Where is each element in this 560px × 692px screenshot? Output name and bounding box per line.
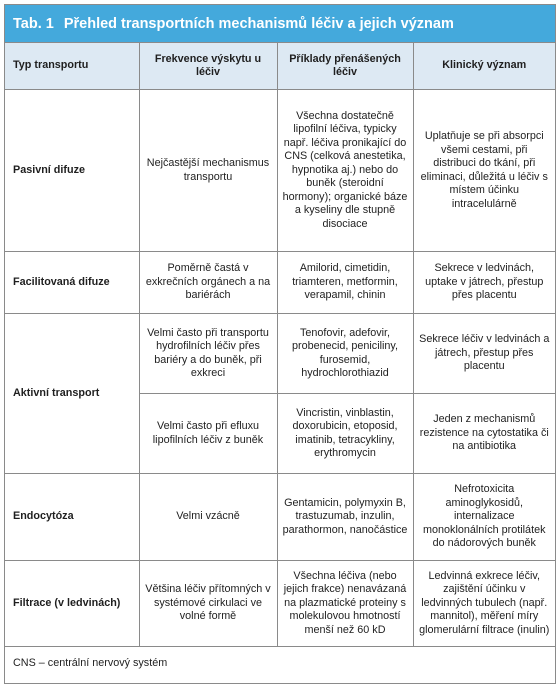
row-frequency: Velmi vzácně (139, 474, 277, 561)
row-significance: Ledvinná exkrece léčiv, zajištění účinku v ledvinných tubulech (např. mannitol), měření míry glomerulární filtrace (inulin) (413, 561, 555, 647)
table-caption (5, 5, 555, 43)
row-frequency: Nejčastější mechanismus transportu (139, 90, 277, 252)
table-row (5, 561, 555, 647)
row-examples: Všechna léčiva (nebo jejich frakce) nenavázaná na plazmatické proteiny s molekulovou hmotností menší než 60 kD (277, 561, 413, 647)
table-row (5, 474, 555, 561)
table-title: Přehled transportních mechanismů léčiv a jejich význam (63, 15, 454, 32)
row-type: Endocytóza (5, 474, 139, 561)
header-examples: Příklady přenášených léčiv (277, 43, 413, 90)
row-frequency: Většina léčiv přítomných v systémové cirkulaci ve volné formě (139, 561, 277, 647)
row-significance: Nefrotoxicita aminoglykosidů, internalizace monoklonálních protilátek do nádorových buněk (413, 474, 555, 561)
row-type: Filtrace (v ledvinách) (5, 561, 139, 647)
row-examples: Tenofovir, adefovir, probenecid, peniciliny, furosemid, hydrochlorothiazid (277, 314, 413, 394)
row-type: Aktivní transport (5, 314, 139, 474)
row-examples: Vincristin, vinblastin, doxorubicin, etoposid, imatinib, tetracykliny, erythromycin (277, 394, 413, 474)
row-significance: Sekrece v ledvinách, uptake v játrech, přestup přes placentu (413, 252, 555, 314)
row-significance: Sekrece léčiv v ledvinách a játrech, přestup přes placentu (413, 314, 555, 394)
row-frequency: Velmi často při transportu hydrofilních léčiv přes bariéry a do buněk, při exkreci (139, 314, 277, 394)
table-row (5, 90, 555, 252)
row-examples: Všechna dostatečně lipofilní léčiva, typicky např. léčiva pronikající do CNS (celková anestetika, hypnotika aj.) nebo do buněk (steroidní hormony); organické báze a kyseliny dle stupně disociace (277, 90, 413, 252)
row-type: Facilitovaná difuze (5, 252, 139, 314)
header-type: Typ transportu (5, 43, 139, 90)
row-frequency: Velmi často při efluxu lipofilních léčiv z buněk (139, 394, 277, 474)
row-type: Pasivní difuze (5, 90, 139, 252)
row-frequency: Poměrně častá v exkrečních orgánech a na bariérách (139, 252, 277, 314)
header-row (5, 43, 555, 90)
table-footnote: CNS – centrální nervový systém (13, 657, 168, 669)
table-row (5, 252, 555, 314)
header-significance: Klinický význam (413, 43, 555, 90)
header-frequency: Frekvence výskytu u léčiv (139, 43, 277, 90)
row-significance: Uplatňuje se při absorpci všemi cestami, při distribuci do tkání, při eliminaci, důležitá u léčiv s místem účinku intracelulárně (413, 90, 555, 252)
row-examples: Gentamicin, polymyxin B, trastuzumab, inzulin, parathormon, nanočástice (277, 474, 413, 561)
table-figure (4, 4, 556, 684)
table-row (5, 314, 555, 394)
table-number: Tab. 1 (13, 15, 54, 32)
row-significance: Jeden z mechanismů rezistence na cytostatika či na antibiotika (413, 394, 555, 474)
transport-table (5, 43, 555, 647)
row-examples: Amilorid, cimetidin, triamteren, metformin, verapamil, chinin (277, 252, 413, 314)
